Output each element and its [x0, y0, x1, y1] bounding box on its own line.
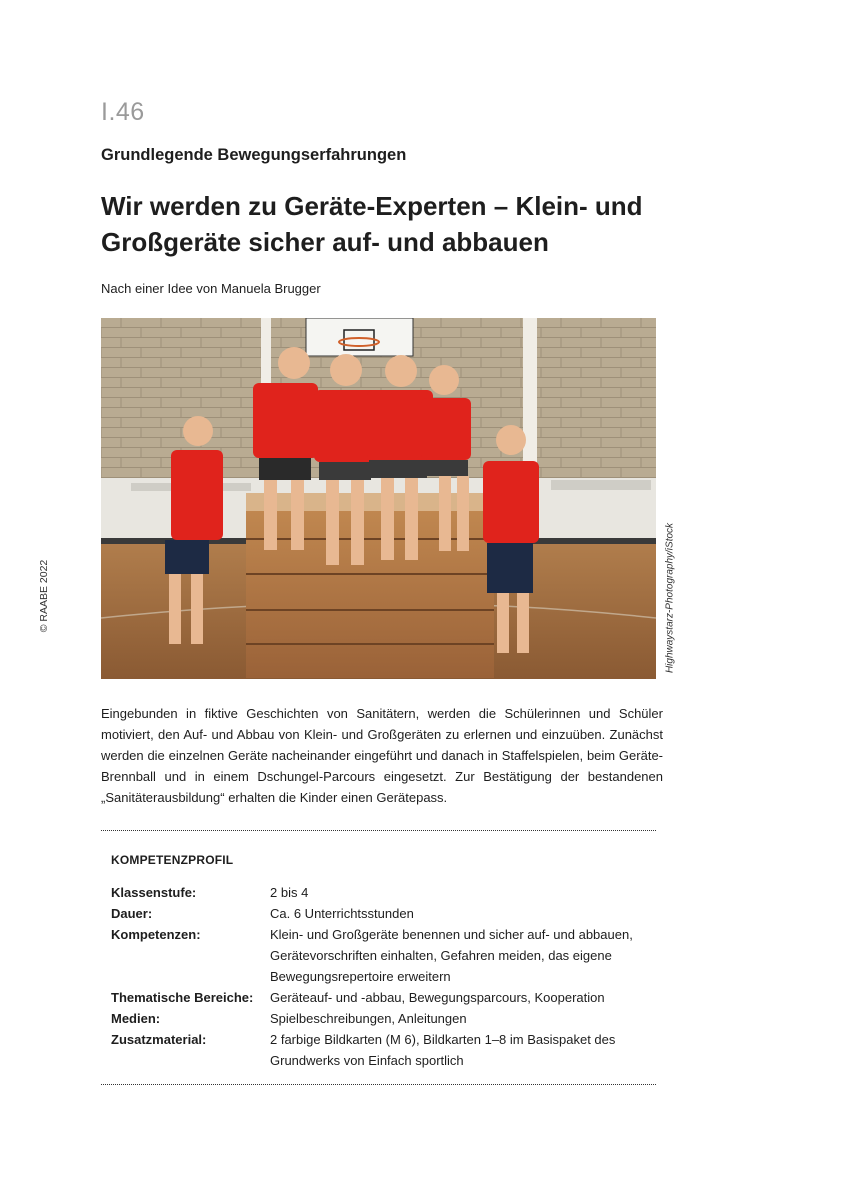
title-line-2: Großgeräte sicher auf- und abbauen: [101, 227, 549, 257]
copyright-notice: © RAABE 2022: [38, 559, 50, 633]
competence-profile-heading: KOMPETENZPROFIL: [111, 853, 234, 867]
profile-row: [111, 1029, 651, 1071]
profile-value: Spielbeschreibungen, Anleitungen: [270, 1011, 467, 1026]
profile-row: [111, 987, 651, 1008]
photo-credit: Highwaystarz-Photography/iStock: [664, 522, 676, 674]
title-line-1: Wir werden zu Geräte-Experten – Klein- und: [101, 191, 643, 221]
dotted-divider: [101, 830, 656, 831]
profile-row: [111, 903, 651, 924]
profile-label: Klassenstufe:: [111, 885, 197, 900]
page-number: I.46: [101, 98, 145, 126]
profile-value: 2 bis 4: [270, 885, 309, 900]
profile-label: Thematische Bereiche:: [111, 990, 254, 1005]
profile-value: Klein- und Großgeräte benennen und sicher auf- und abbauen, Gerätevorschriften einhalten, Gefahren meiden, das eigene Bewegungsrepertoire erweitern: [270, 927, 633, 984]
profile-label: Dauer:: [111, 906, 153, 921]
profile-label: Kompetenzen:: [111, 927, 201, 942]
profile-value: 2 farbige Bildkarten (M 6), Bildkarten 1–8 im Basispaket des Grundwerks von Einfach sportlich: [270, 1032, 616, 1068]
vaulting-box: [246, 493, 494, 678]
profile-value: Ca. 6 Unterrichtsstunden: [270, 906, 414, 921]
profile-label: Medien:: [111, 1011, 161, 1026]
page-title: [101, 188, 701, 260]
category-heading: Grundlegende Bewegungserfahrungen: [101, 146, 407, 164]
profile-row: [111, 882, 651, 903]
author-line: Nach einer Idee von Manuela Brugger: [101, 281, 321, 296]
profile-label: Zusatzmaterial:: [111, 1032, 207, 1047]
dotted-divider: [101, 1084, 656, 1085]
profile-row: [111, 1008, 651, 1029]
cover-photo: [101, 318, 656, 679]
intro-paragraph: Eingebunden in fiktive Geschichten von Sanitätern, werden die Schülerinnen und Schüler motiviert, den Auf- und Abbau von Klein- und Großgeräten zu erlernen und einzuüben. Zunächst werden die einzelnen Geräte nacheinander eingeführt und danach in Staffelspielen, beim Geräte-Brennball und in einem Dschungel-Parcours eingesetzt. Zur Bestätigung der bestandenen „Sanitäterausbildung“ erhalten die Kinder einen Gerätepass.: [101, 706, 663, 805]
profile-row: [111, 924, 651, 987]
profile-value: Geräteauf- und -abbau, Bewegungsparcours, Kooperation: [270, 990, 605, 1005]
